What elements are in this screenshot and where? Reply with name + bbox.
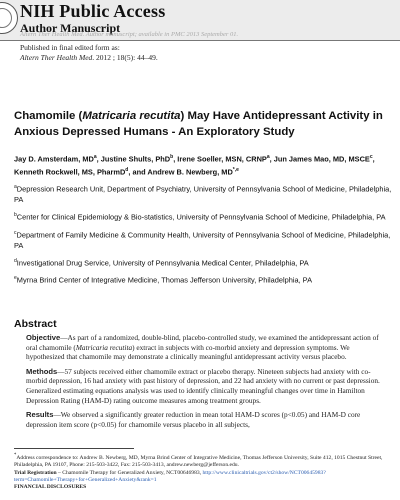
author-list [14,152,394,178]
affiliation [14,256,394,269]
author-name: , Justine Shults, PhD [96,154,171,164]
abstract-methods [26,367,386,405]
author-name: , and Andrew B. Newberg, MD [128,167,233,177]
author-sup: c [369,154,373,160]
abstract-heading: Abstract [14,318,57,330]
objective-text: —As part of a randomized, double-blind, placebo-controlled study, we examined the antidepressant action of oral chamomile ( [26,333,379,352]
footnote-sup: * [14,453,17,458]
affiliation-text: Department of Family Medicine & Community Health, University of Pennsylvania School of Medicine, Philadelphia, PA [14,230,391,250]
objective-text: ) extract in subjects with co-morbid anxiety and depression symptoms. We hypothesized that chamomile may demonstrate a clinically meaningful antidepressant activity versus placebo. [26,342,350,362]
objective-species: Matricaria recutita [75,342,133,352]
footnotes [14,452,394,492]
affiliation-text: Investigational Drug Service, University of Pennsylvania Medical Center, Philadelphia, PA [16,258,309,268]
trial-link[interactable]: http://www.clinicaltrials.gov/ct2/show/NCT00645983?term=Chamomile+Therapy+for+Generalized+Anxiety&rank=1 [14,469,326,484]
affiliation [14,182,394,205]
footnote-divider [14,448,134,449]
affiliation [14,228,394,251]
affiliation-text: Depression Research Unit, Department of Psychiatry, University of Pennsylvania School of Medicine, Philadelphia, PA [14,184,392,205]
author-name: , Kenneth Rockwell, MS, PharmD [14,154,375,177]
correspondence-footnote [14,452,394,470]
abstract-results [26,410,386,429]
affiliation-text: Myrna Brind Center of Integrative Medicine, Thomas Jefferson University, Philadelphia, PA [16,275,312,285]
author-sup: a [93,154,97,160]
trial-label: Trial Registration [14,469,57,476]
author-manuscript-label: Author Manuscript [20,21,121,35]
correspondence-text: Address correspondence to: Andrew B. Newberg, MD, Myrna Brind Center of Integrative Medicine, Thomas Jefferson University, Suite 412, 1015 Chestnut Street, Philadelphia, PA 19107, Phone: 215-503-3422, Fax: 215-503-3413, andrew.newberg@jefferson.edu. [14,454,383,469]
title-part-2: ) May Have Antidepressant Activity in Anxious Depressed Humans - An Exploratory Study [14,110,383,138]
author-sup: b [170,154,174,160]
affiliation-sup: e [14,275,17,282]
author-name: , Jun James Mao, MD, MSCE [269,154,370,164]
publisher-line: Altern Ther Health Med. Author manuscript; available in PMC 2013 September 01. [20,31,239,38]
article-title [14,108,394,140]
affiliation [14,210,394,223]
published-in-label: Published in final edited form as: [20,43,120,52]
affiliation-sup: a [14,184,17,191]
trial-text: – Chamomile Therapy for Generalized Anxiety, NCT00646983, [56,469,203,476]
financial-disclosures-heading: FINANCIAL DISCLOSURES [14,484,87,491]
author-sup: d [125,166,129,173]
author-name: Jay D. Amsterdam, MD [14,154,94,164]
author-name: , Irene Soeller, MSN, CRNP [173,154,267,164]
citation [20,53,158,62]
results-text: —We observed a significantly greater reduction in mean total HAM-D scores (p<0.05) and HAM-D core depression item score (p<0.05) for chamomile versus placebo in all subjects, [26,410,361,429]
results-label: Results [26,410,54,420]
affiliation [14,273,394,286]
title-part-1: Chamomile ( [14,110,83,122]
abstract-body [26,333,386,434]
trial-registration [14,470,394,485]
affiliation-text: Center for Clinical Epidemiology & Bio-statistics, University of Pennsylvania School of Medicine, Philadelphia, PA [16,212,386,222]
objective-label: Objective [26,333,61,342]
title-species: Matricaria recutita [82,110,181,122]
authors-block [14,152,394,291]
methods-label: Methods [26,366,58,376]
affiliation-sup: c [14,229,17,236]
nih-public-access-title: NIH Public Access [20,1,166,21]
author-sup: a [266,154,270,160]
author-sup: *,e [232,166,239,173]
affiliation-sup: b [14,212,17,219]
journal-name: Altern Ther Health Med [20,53,93,62]
abstract-objective [26,333,386,362]
affiliation-sup: d [14,257,17,264]
citation-details: . 2012 ; 18(5): 44–49. [92,53,158,62]
methods-text: —57 subjects received either chamomile extract or placebo therapy. Nineteen subjects had anxiety with co-morbid depression, 16 had anxiety with past history of depression, and 22 had anxiety with no current or past depression. Generalized estimating equations analysis was used to identify clinically meaningful changes over time in Hamilton Depression Rating (HAM-D) rating outcome measures among treatment groups. [26,366,380,405]
